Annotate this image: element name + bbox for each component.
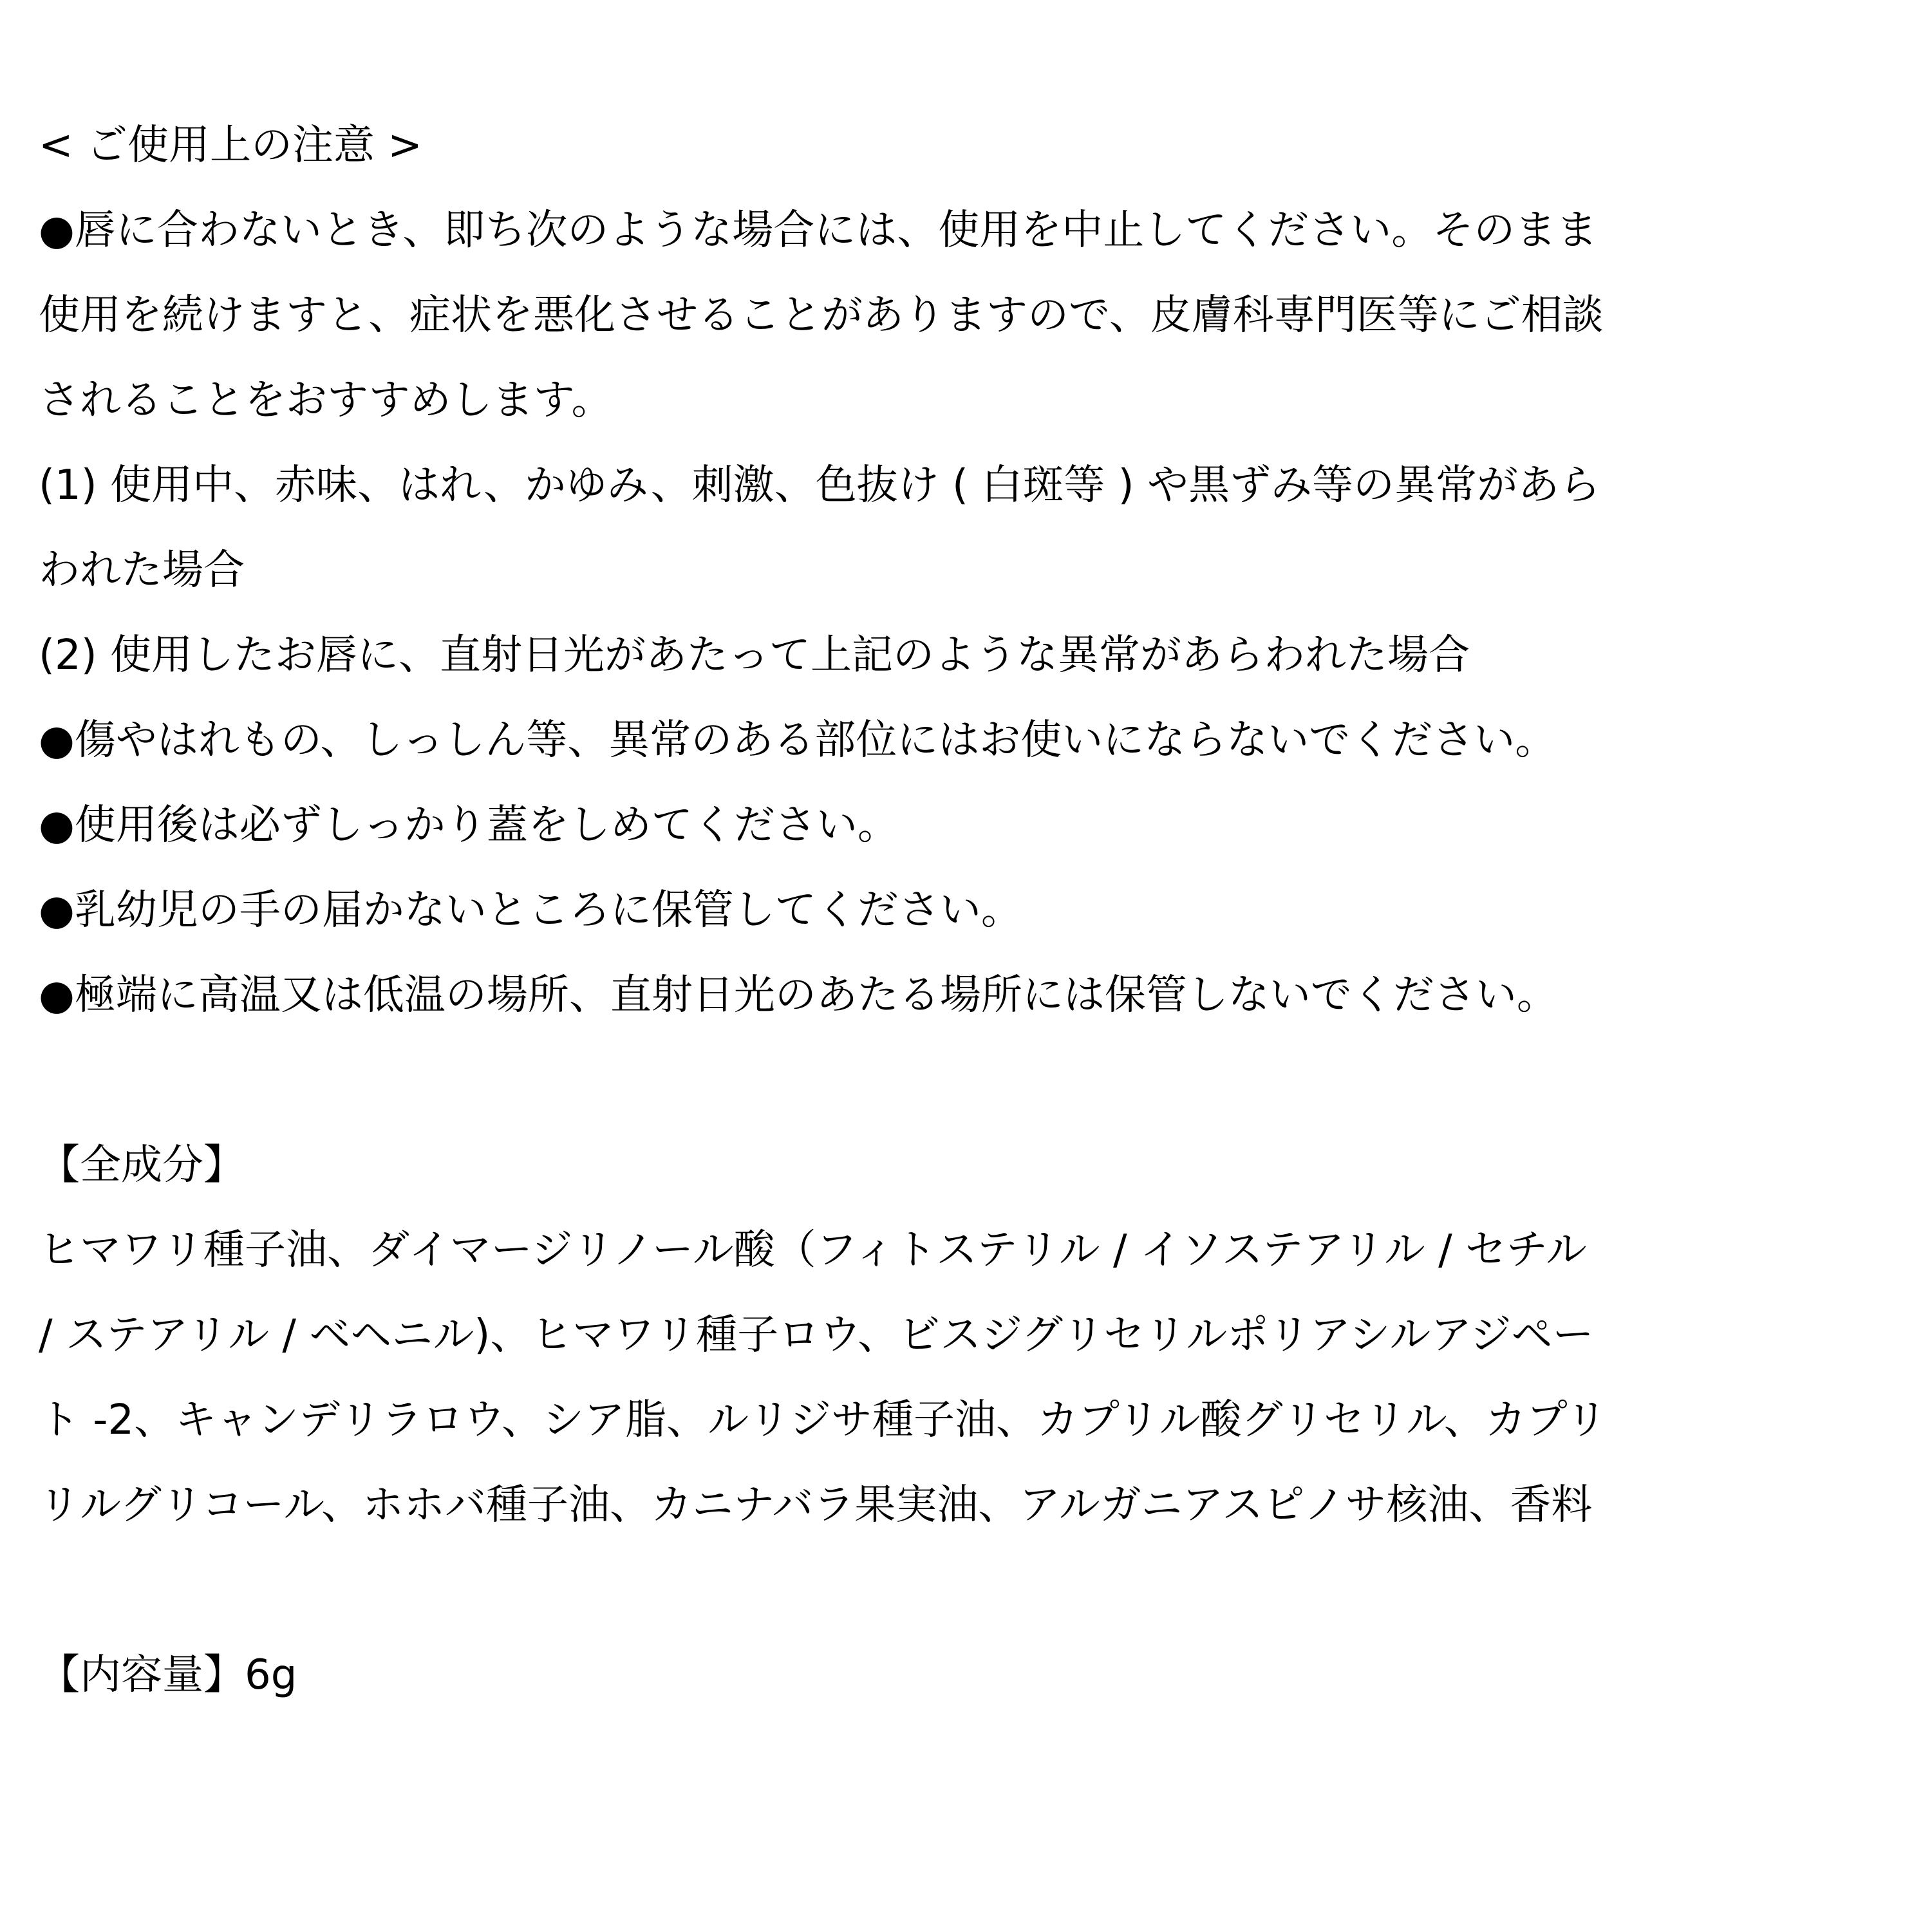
precaution-line: (1) 使用中、赤味、はれ、かゆみ、刺激、色抜け ( 白斑等 ) や黒ずみ等の異常があら	[39, 462, 1600, 509]
product-info-text	[39, 103, 1906, 1718]
precautions-heading: < ご使用上の注意 >	[39, 122, 422, 169]
section-spacer	[39, 1548, 1906, 1633]
precaution-line: われた場合	[39, 547, 245, 594]
precaution-line: 使用を続けますと、症状を悪化させることがありますので、皮膚科専門医等にご相談	[39, 292, 1604, 339]
contents-section	[39, 1633, 1906, 1718]
precaution-line: (2) 使用したお唇に、直射日光があたって上記のような異常があらわれた場合	[39, 632, 1470, 679]
precaution-line: ●傷やはれもの、しっしん等、異常のある部位にはお使いにならないでください。	[39, 717, 1557, 764]
ingredients-section	[39, 1123, 1906, 1548]
precaution-line: ●乳幼児の手の届かないところに保管してください。	[39, 886, 1022, 934]
section-spacer	[39, 1038, 1906, 1123]
ingredients-line: ト -2、キャンデリラロウ、シア脂、ルリジサ種子油、カプリル酸グリセリル、カプリ	[39, 1396, 1608, 1444]
ingredients-line: ヒマワリ種子油、ダイマージリノール酸（フィトステリル / イソステアリル / セチル	[39, 1226, 1587, 1274]
ingredients-line: リルグリコール、ホホバ種子油、カニナバラ果実油、アルガニアスピノサ核油、香料	[39, 1481, 1593, 1529]
precautions-section	[39, 103, 1906, 1038]
ingredients-line: / ステアリル / ベヘニル)、ヒマワリ種子ロウ、ビスジグリセリルポリアシルアジペー	[39, 1311, 1594, 1359]
precaution-line: ●極端に高温又は低温の場所、直射日光のあたる場所には保管しないでください。	[39, 971, 1558, 1019]
ingredients-heading: 【全成分】	[39, 1141, 245, 1189]
precaution-line: ●唇に合わないとき、即ち次のような場合には、使用を中止してください。そのまま	[39, 207, 1598, 254]
precaution-line: されることをおすすめします。	[39, 377, 613, 424]
precaution-line: ●使用後は必ずしっかり蓋をしめてください。	[39, 802, 899, 849]
contents-label: 【内容量】6g	[39, 1651, 297, 1699]
